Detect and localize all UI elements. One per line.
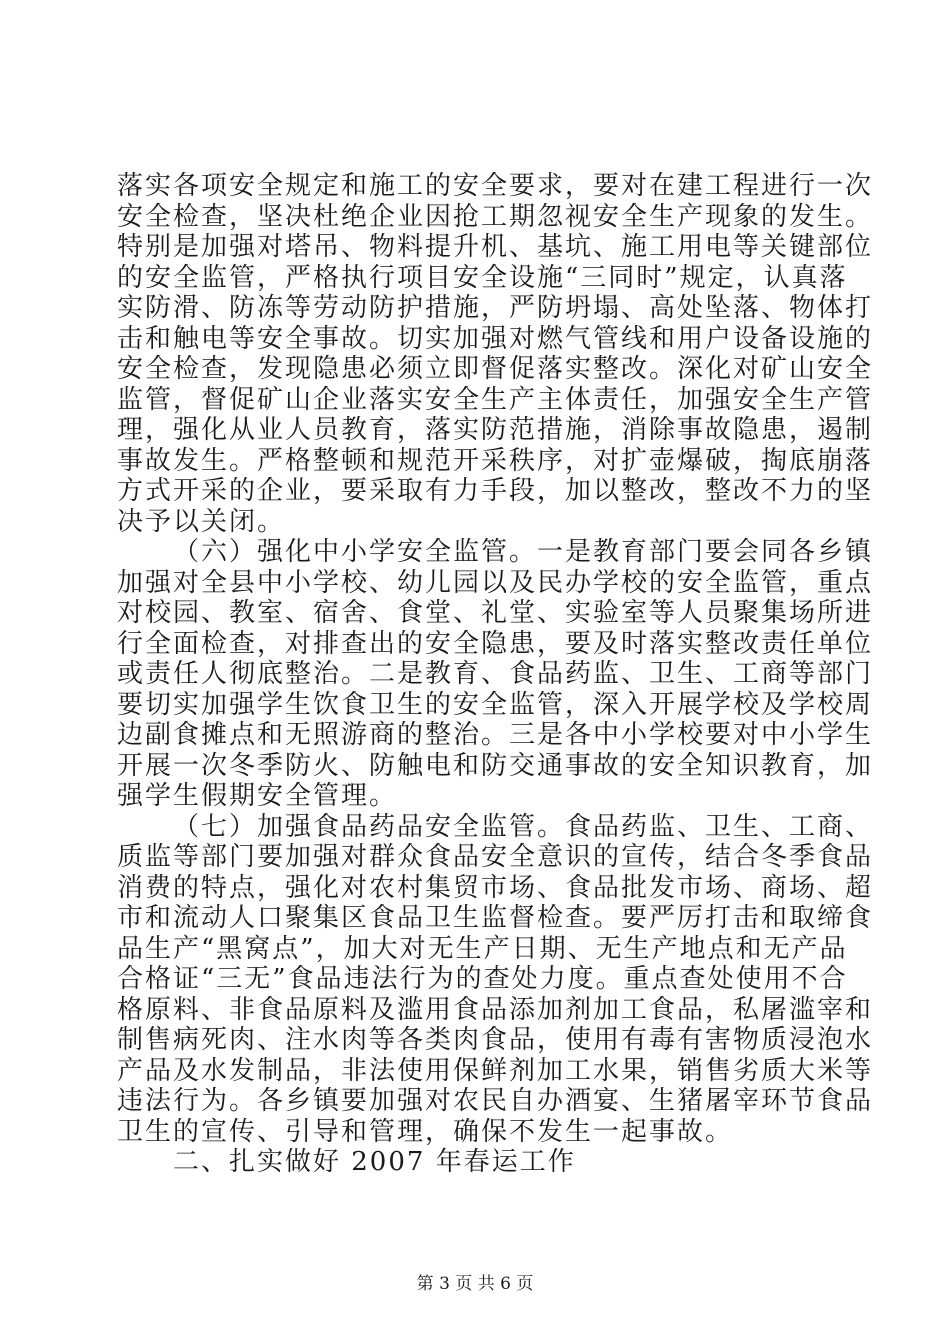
text-line: 的安全监管，严格执行项目安全设施“三同时”规定，认真落 [117,262,848,293]
text-line: 边副食摊点和无照游商的整治。三是各中小学校要对中小学生 [117,720,874,750]
section-heading-line: 二、扎实做好 2007 年春运工作 [173,1147,576,1177]
text-line: 安全检查，发现隐患必须立即督促落实整改。深化对矿山安全 [117,354,874,384]
text-line: 行全面检查，对排查出的安全隐患，要及时落实整改责任单位 [117,628,874,659]
text-line: 产品及水发制品，非法使用保鲜剂加工水果，销售劣质大米等 [117,1055,874,1086]
text-line: 或责任人彻底整治。二是教育、食品药监、卫生、工商等部门 [117,659,874,689]
text-line: 加强对全县中小学校、幼儿园以及民办学校的安全监管，重点 [117,567,874,598]
text-line: 安全检查，坚决杜绝企业因抢工期忽视安全生产现象的发生。 [117,201,874,232]
text-line: 实防滑、防冻等劳动防护措施，严防坍塌、高处坠落、物体打 [117,293,874,323]
text-line: 卫生的宣传、引导和管理，确保不发生一起事故。 [117,1116,734,1147]
section-heading-line: （七）加强食品药品安全监管。食品药监、卫生、工商、 [173,811,874,842]
section-heading-line: （六）强化中小学安全监管。一是教育部门要会同各乡镇 [173,537,874,567]
text-line: 特别是加强对塔吊、物料提升机、基坑、施工用电等关键部位 [117,232,874,262]
text-line: 方式开采的企业，要采取有力手段，加以整改，整改不力的坚 [117,476,874,506]
text-line: 质监等部门要加强对群众食品安全意识的宣传，结合冬季食品 [117,842,874,872]
text-line: 决予以关闭。 [117,506,286,537]
text-line: 违法行为。各乡镇要加强对农民自办酒宴、生猪屠宰环节食品 [117,1086,874,1116]
text-line: 理，强化从业人员教育，落实防范措施，消除事故隐患，遏制 [117,415,874,445]
text-line: 事故发生。严格整顿和规范开采秩序，对扩壶爆破，掏底崩落 [117,445,874,476]
text-line: 击和触电等安全事故。切实加强对燃气管线和用户设备设施的 [117,323,874,354]
text-line: 市和流动人口聚集区食品卫生监督检查。要严厉打击和取缔食 [117,903,874,933]
text-line: 消费的特点，强化对农村集贸市场、食品批发市场、商场、超 [117,872,874,903]
text-line: 合格证“三无”食品违法行为的查处力度。重点查处使用不合 [117,964,848,994]
text-line: 强学生假期安全管理。 [117,781,398,811]
text-line: 监管，督促矿山企业落实安全生产主体责任，加强安全生产管 [117,384,874,415]
text-line: 要切实加强学生饮食卫生的安全监管，深入开展学校及学校周 [117,689,874,720]
text-line: 品生产“黑窝点”，加大对无生产日期、无生产地点和无产品 [117,933,848,964]
text-line: 格原料、非食品原料及滥用食品添加剂加工食品，私屠滥宰和 [117,994,874,1025]
text-line: 对校园、教室、宿舍、食堂、礼堂、实验室等人员聚集场所进 [117,598,874,628]
document-body [117,171,874,1178]
text-line: 制售病死肉、注水肉等各类肉食品，使用有毒有害物质浸泡水 [117,1025,874,1055]
text-line: 开展一次冬季防火、防触电和防交通事故的安全知识教育，加 [117,750,874,781]
page-number-footer: 第 3 页 共 6 页 [416,1274,534,1294]
text-line: 落实各项安全规定和施工的安全要求，要对在建工程进行一次 [117,171,874,201]
